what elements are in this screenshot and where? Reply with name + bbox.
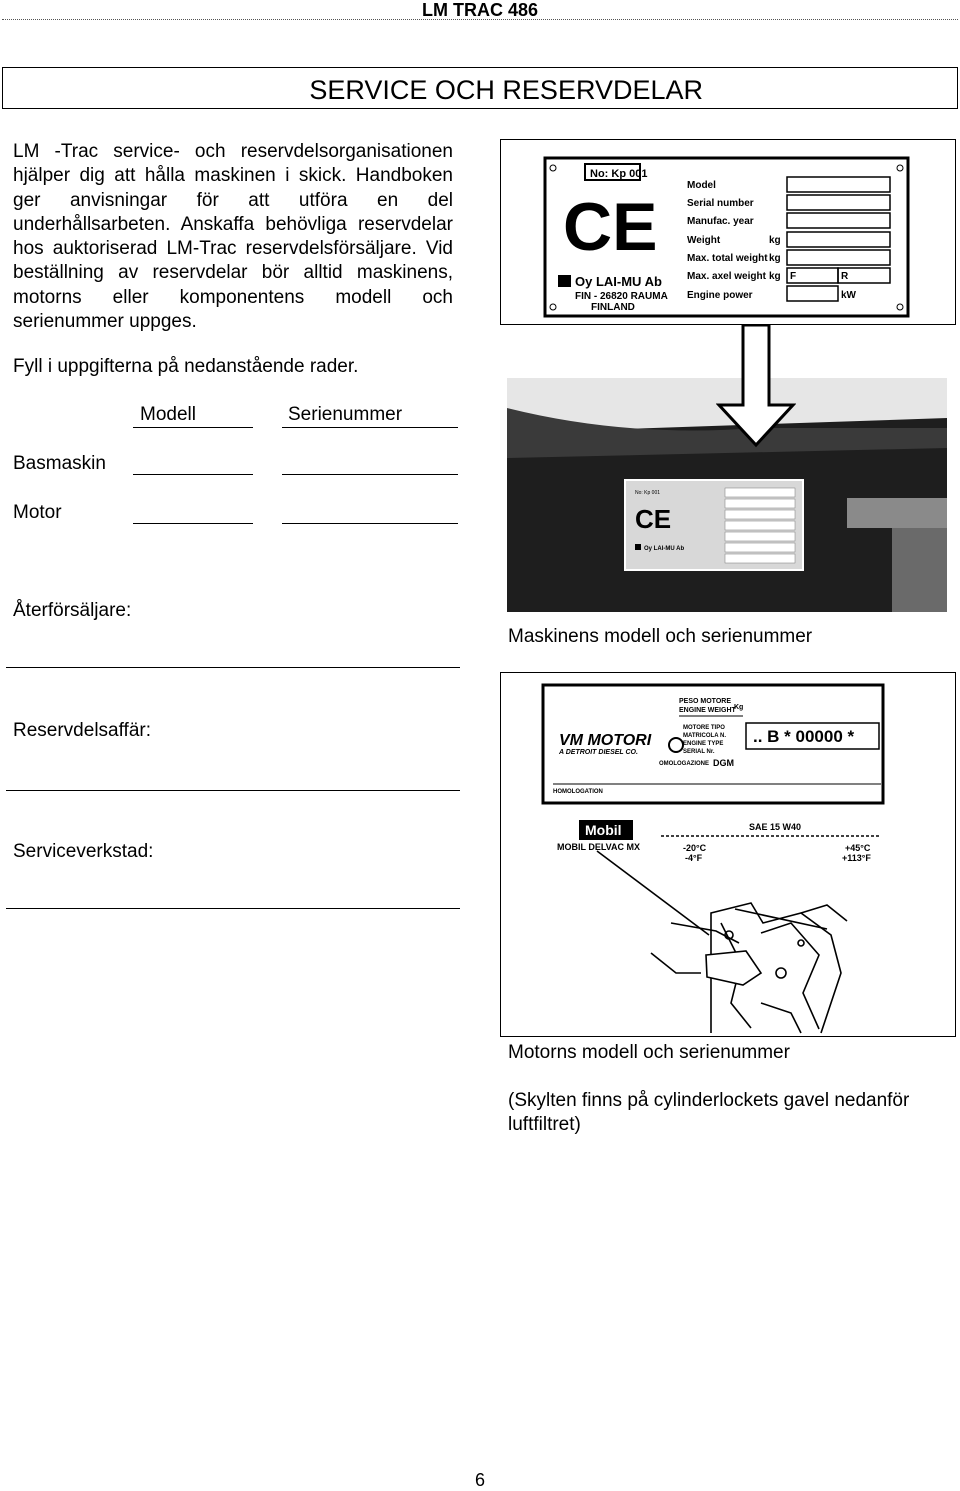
plate-kw-label: kW <box>841 290 856 301</box>
row-label-basmaskin: Basmaskin <box>13 453 106 474</box>
col-serial-underline <box>282 427 458 428</box>
plate-no: No: Kp 001 <box>590 168 648 180</box>
page-title: SERVICE OCH RESERVDELAR <box>309 75 703 105</box>
engine-serial-value: .. B * 00000 * <box>753 727 855 746</box>
plate-serial-label: Serial number <box>687 198 754 209</box>
engine-homolog: HOMOLOGATION <box>553 789 603 795</box>
engine-type-en: ENGINE TYPE <box>683 741 724 747</box>
photo-ce-mark: CE <box>635 504 672 534</box>
plate-manuf-label: Manufac. year <box>687 216 754 227</box>
plate-kg-3: kg <box>769 271 781 282</box>
photo-plate-no: No: Kp 001 <box>635 490 661 496</box>
plate-company: Oy LAI-MU Ab <box>575 274 662 289</box>
basmaskin-model-line[interactable] <box>133 474 253 475</box>
temp-low-f: -4°F <box>685 853 703 863</box>
mobil-oil-name: MOBIL DELVAC MX <box>557 842 640 852</box>
temp-high-f: +113°F <box>842 853 871 863</box>
plate-kg-1: kg <box>769 235 781 246</box>
caption-engine-note: (Skylten finns på cylinderlockets gavel nedanför luftfiltret) <box>508 1090 910 1135</box>
engine-plate-figure <box>500 672 956 1037</box>
motor-serial-line[interactable] <box>282 523 458 524</box>
page-number: 6 <box>474 1470 485 1490</box>
machine-plate-svg <box>501 140 955 324</box>
col-model-underline <box>133 427 253 428</box>
engine-type-it: MOTORE TIPO <box>683 725 725 731</box>
temp-high-c: +45°C <box>845 843 871 853</box>
caption-engine: Motorns modell och serienummer <box>508 1042 790 1063</box>
temp-low-c: -20°C <box>683 843 707 853</box>
photo-plate-company: Oy LAI-MU Ab <box>644 546 685 552</box>
vm-motori-brand: VM MOTORI <box>559 732 652 749</box>
plate-r-label: R <box>841 271 849 282</box>
dealer-label: Återförsäljare: <box>13 600 132 621</box>
title-box <box>2 67 958 109</box>
plate-weight-label: Weight <box>687 235 721 246</box>
plate-address: FIN - 26820 RAUMA <box>575 291 668 302</box>
parts-shop-label: Reservdelsaffär: <box>13 720 151 741</box>
engine-weight-it: PESO MOTORE <box>679 698 731 705</box>
plate-axel-label: Max. axel weight <box>687 271 766 282</box>
engine-dgm: DGM <box>713 758 734 768</box>
plate-country: FINLAND <box>591 302 635 313</box>
engine-weight-en: ENGINE WEIGHT <box>679 707 736 714</box>
caption-machine: Maskinens modell och serienummer <box>508 626 813 647</box>
plate-model-label: Model <box>687 180 716 191</box>
mobil-logo-text: Mobil <box>585 822 622 838</box>
running-header: LM TRAC 486 <box>421 0 538 20</box>
ce-mark: CE <box>563 189 658 265</box>
motor-model-line[interactable] <box>133 523 253 524</box>
service-shop-line[interactable] <box>6 908 460 909</box>
vm-motori-sub: A DETROIT DIESEL CO. <box>559 749 638 756</box>
sae-grade: SAE 15 W40 <box>749 822 802 832</box>
plate-f-label: F <box>790 271 797 282</box>
plate-power-label: Engine power <box>687 290 753 301</box>
col-serial-header: Serienummer <box>288 404 403 425</box>
engine-weight-kg: Kg <box>734 704 744 711</box>
engine-drawing <box>597 851 847 1033</box>
arrow-down-icon <box>716 325 796 449</box>
engine-omolog: OMOLOGAZIONE <box>659 761 709 767</box>
fill-instruction: Fyll i uppgifterna på nedanstående rader. <box>13 356 359 377</box>
parts-shop-line[interactable] <box>6 790 460 791</box>
plate-kg-2: kg <box>769 253 781 264</box>
engine-matricola: MATRICOLA N. <box>683 733 726 739</box>
header-rule <box>2 19 958 20</box>
engine-serial-en: SERIAL Nr. <box>683 749 715 755</box>
plate-total-label: Max. total weight <box>687 253 768 264</box>
intro-paragraph: LM -Trac service- och reservdelsorganisationen hjälper dig att hålla maskinen i skick. Handboken ger anvisningar för att utföra en del underhållsarbeten. Anskaffa behövliga reservdelar hos auktoriserad LM-Trac reservdelsförsäljare. Vid beställning av reservdelar bör alltid maskinens, motorns eller komponentens modell och serienummer uppges. <box>13 141 453 333</box>
row-label-motor: Motor <box>13 502 62 523</box>
engine-plate-svg <box>501 673 955 1036</box>
dealer-line[interactable] <box>6 667 460 668</box>
basmaskin-serial-line[interactable] <box>282 474 458 475</box>
machine-plate-figure <box>500 139 956 325</box>
col-model-header: Modell <box>140 404 196 425</box>
service-shop-label: Serviceverkstad: <box>13 841 154 862</box>
laimu-logo-icon <box>558 275 571 287</box>
